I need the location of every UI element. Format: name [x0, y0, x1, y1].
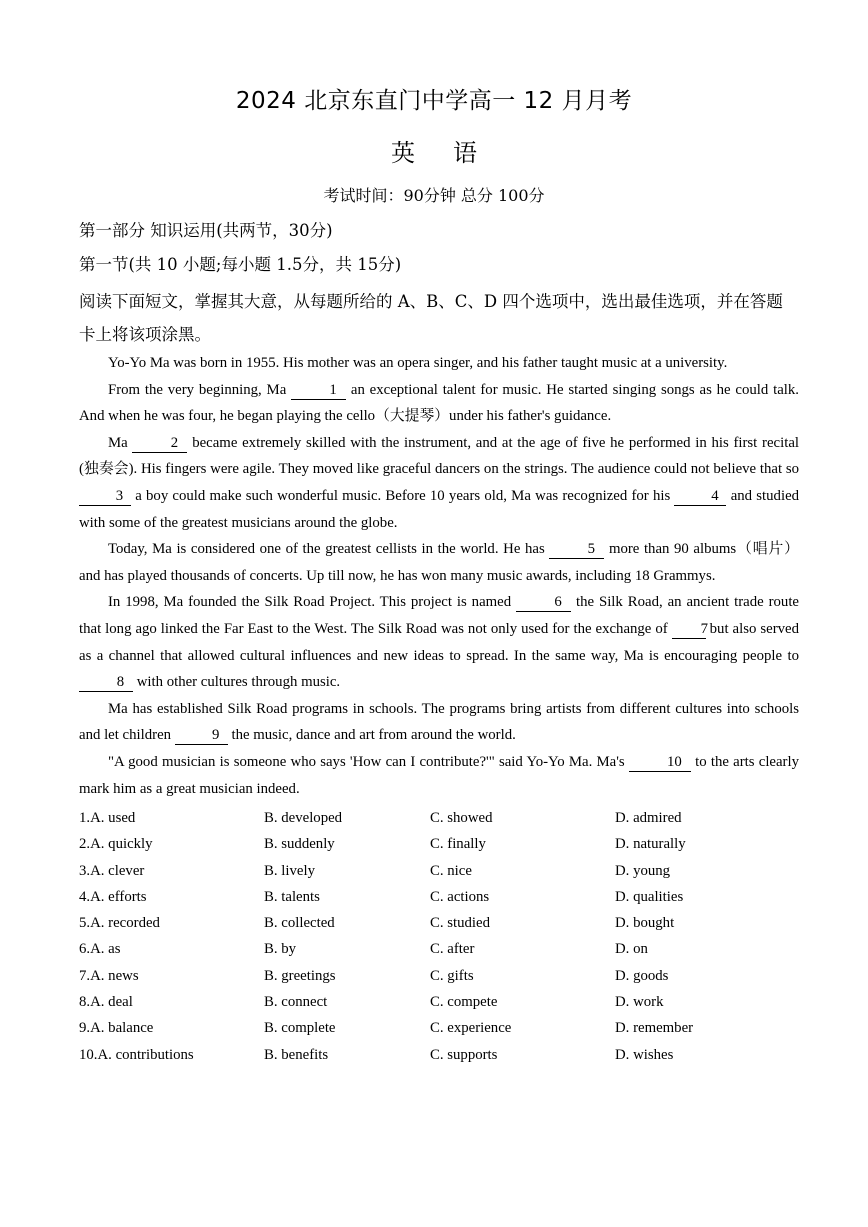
option-a: 8.A. deal: [79, 994, 133, 1011]
option-b: B. connect: [264, 994, 328, 1011]
option-c: C. actions: [430, 888, 490, 905]
paragraph-5: In 1998, Ma founded the Silk Road Project. This project is named 6 the Silk Road, an ancient trade route that long ago linked the Far East to the West. The Silk Road was not only used for the exchange of 7 but also served as a channel that allowed cultural influences and new ideas to spread. In the same way, Ma is encouraging people to 8 with other cultures through music.: [79, 594, 799, 691]
option-d: D. bought: [615, 915, 675, 932]
option-b: B. developed: [264, 810, 343, 826]
paragraph-3: Ma 2 became extremely skilled with the instrument, and at the age of five he performed in his first recital (独奏会). His fingers were agile. They moved like graceful dancers on the strings. The audience could not believe that so 3 a boy could make such wonderful music. Before 10 years old, Ma was recognized for his 4 and studied with some of the greatest musicians around the globe.: [79, 434, 800, 531]
option-d: D. work: [615, 994, 664, 1011]
answer-options: [79, 810, 799, 1073]
option-row: [79, 863, 799, 889]
part-heading: 第一部分 知识运用(共两节，30分): [79, 221, 333, 240]
option-c: C. finally: [430, 836, 486, 853]
option-d: D. remember: [615, 1020, 694, 1037]
option-a: 7.A. news: [79, 967, 139, 984]
instructions: 阅读下面短文，掌握其大意，从每题所给的 A、B、C、D 四个选项中，选出最佳选项，并在答题卡上将该项涂黑。: [79, 292, 783, 344]
option-row: [79, 994, 799, 1020]
paragraph-1: Yo-Yo Ma was born in 1955. His mother was an opera singer, and his father taught music at a university.: [108, 355, 728, 371]
option-row: [79, 968, 799, 994]
option-row: [79, 1047, 799, 1073]
blank-3: 3: [79, 488, 131, 506]
option-row: [79, 1020, 799, 1046]
option-d: D. wishes: [615, 1046, 674, 1063]
option-a: 3.A. clever: [79, 862, 145, 879]
option-c: C. nice: [430, 862, 472, 879]
option-c: C. after: [430, 941, 475, 958]
blank-1: 1: [291, 382, 346, 400]
option-c: C. experience: [430, 1020, 512, 1037]
paragraph-2: From the very beginning, Ma 1 an exceptional talent for music. He started singing songs as he could talk. And when he was four, he began playing the cello（大提琴）under his father's guidance.: [79, 381, 799, 425]
option-b: B. benefits: [264, 1046, 329, 1063]
exam-time-info: 考试时间：90分钟 总分 100分: [323, 186, 545, 205]
option-c: C. gifts: [430, 967, 474, 984]
option-d: D. qualities: [615, 888, 684, 905]
option-row: [79, 915, 799, 941]
option-row: [79, 941, 799, 967]
option-c: C. showed: [430, 810, 493, 826]
blank-9: 9: [175, 727, 228, 745]
blank-8: 8: [79, 674, 133, 692]
option-d: D. goods: [615, 967, 669, 984]
option-a: 2.A. quickly: [79, 836, 153, 853]
option-row: [79, 889, 799, 915]
option-a: 4.A. efforts: [79, 888, 147, 905]
paragraph-7: "A good musician is someone who says 'How can I contribute?'" said Yo-Yo Ma. Ma's 10 to the arts clearly mark him as a great musician indeed.: [79, 753, 799, 797]
option-c: C. studied: [430, 915, 491, 932]
blank-6: 6: [516, 594, 571, 612]
option-b: B. greetings: [264, 967, 336, 984]
option-b: B. complete: [264, 1020, 336, 1037]
blank-2: 2: [132, 435, 187, 453]
option-b: B. by: [264, 941, 297, 958]
exam-title: 2024 北京东直门中学高一 12 月月考: [235, 88, 633, 114]
option-b: B. collected: [264, 915, 335, 932]
option-a: 1.A. used: [79, 810, 136, 826]
option-d: D. on: [615, 941, 648, 958]
paragraph-6: Ma has established Silk Road programs in schools. The programs bring artists from different cultures into schools and let children 9 the music, dance and art from around the world.: [79, 700, 799, 744]
subject-title: 英语: [391, 139, 515, 167]
option-b: B. suddenly: [264, 836, 335, 853]
blank-5: 5: [549, 541, 604, 559]
option-row: [79, 836, 799, 862]
blank-7: 7: [672, 621, 706, 639]
option-a: 10.A. contributions: [79, 1046, 194, 1063]
option-c: C. compete: [430, 994, 498, 1011]
blank-4: 4: [674, 488, 726, 506]
paragraph-4: Today, Ma is considered one of the greatest cellists in the world. He has 5 more than 90 albums（唱片）and has played thousands of concerts. Up till now, he has won many music awards, including 18 Grammys.: [79, 541, 799, 584]
subsection-heading: 第一节(共 10 小题;每小题 1.5分，共 15分): [79, 255, 402, 274]
option-d: D. naturally: [615, 836, 686, 853]
option-d: D. admired: [615, 810, 682, 826]
option-row: [79, 810, 799, 836]
option-a: 9.A. balance: [79, 1020, 154, 1037]
option-b: B. talents: [264, 888, 320, 905]
option-d: D. young: [615, 862, 671, 879]
blank-10: 10: [629, 754, 691, 772]
reading-passage: [79, 350, 799, 802]
option-a: 5.A. recorded: [79, 915, 160, 932]
option-a: 6.A. as: [79, 941, 121, 958]
option-b: B. lively: [264, 862, 315, 879]
option-c: C. supports: [430, 1046, 498, 1063]
